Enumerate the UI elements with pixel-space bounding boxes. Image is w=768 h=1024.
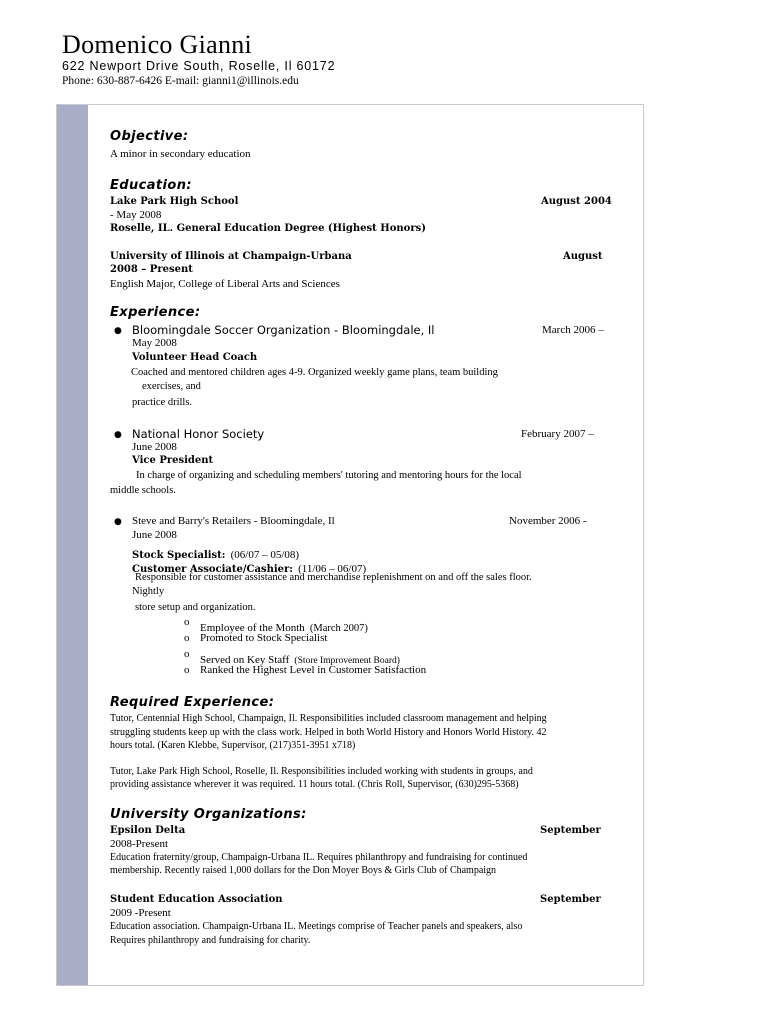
job3-role1-dates: (06/07 – 05/08) [230,549,300,561]
address-line: 622 Newport Drive South, Roselle, Il 60172 [62,59,336,73]
org1-desc-2: membership. Recently raised 1,000 dollars for the Don Moyer Boys & Girls Club of Champaign [110,865,497,876]
resume-name: Domenico Gianni [62,30,253,59]
section-education-title: Education: [110,178,192,193]
sub-bullet-icon: o [184,632,190,644]
org1-date-end: 2008-Present [110,838,169,850]
org1-name: Epsilon Delta [110,825,186,836]
school2-date-start: August [563,251,603,262]
job2-org: National Honor Society [132,427,265,441]
job1-role: Volunteer Head Coach [132,352,258,363]
org2-name: Student Education Association [110,894,283,905]
job2-date-start: February 2007 – [521,428,594,440]
objective-text: A minor in secondary education [110,148,251,160]
school2-name: University of Illinois at Champaign-Urbana [110,251,352,262]
job2-role: Vice President [132,455,214,466]
job1-date-end: May 2008 [132,337,177,349]
school1-date-end: - May 2008 [110,209,162,221]
required-p1-line1: Tutor, Centennial High School, Champaign, Il. Responsibilities included classroom management and helping [110,713,547,724]
job3-org: Steve and Barry's Retailers - Bloomingdale, Il [132,515,335,527]
job2-desc-1: In charge of organizing and scheduling members' tutoring and mentoring hours for the local [136,470,522,481]
contact-line: Phone: 630-887-6426 E-mail: gianni1@illinois.edu [62,75,299,87]
sub-bullet-icon: o [184,648,190,660]
section-university-title: University Organizations: [110,807,307,822]
school1-degree: Roselle, IL. General Education Degree (Highest Honors) [110,223,426,234]
bullet-icon [114,516,122,527]
bullet-glyph: ● [114,430,122,440]
org2-date-start: September [540,894,601,905]
school1-name: Lake Park High School [110,196,239,207]
job1-desc-3: practice drills. [132,397,193,408]
job3-sub-3-text: Served on Key Staff [200,654,290,666]
job3-date-start: November 2006 - [509,515,587,527]
required-p1-line3: hours total. (Karen Klebbe, Supervisor, (217)351-3951 x718) [110,740,356,751]
job3-desc-3: store setup and organization. [135,602,256,613]
school2-detail: English Major, College of Liberal Arts and Sciences [110,278,340,290]
org2-desc-2: Requires philanthropy and fundraising for charity. [110,935,311,946]
required-p2-line2: providing assistance wherever it was required. 11 hours total. (Chris Roll, Supervisor, (630)295-5368) [110,779,519,790]
bullet-icon [114,429,122,440]
sub-bullet-icon: o [184,616,190,628]
job3-role2-dates: (11/06 – 06/07) [298,563,367,575]
org1-desc-1: Education fraternity/group, Champaign-Urbana IL. Requires philanthropy and fundraising for continued [110,852,528,863]
job3-desc-2: Nightly [132,586,165,597]
job3-sub-1-note: (March 2007) [309,623,368,634]
section-required-title: Required Experience: [110,695,275,710]
job3-date-end: June 2008 [132,529,177,541]
job3-sub-2: Promoted to Stock Specialist [200,632,328,644]
required-p2-line1: Tutor, Lake Park High School, Roselle, Il. Responsibilities included working with students in groups, and [110,766,533,777]
org2-date-end: 2009 -Present [110,907,171,919]
job2-date-end: June 2008 [132,441,177,453]
school1-date-start: August 2004 [541,196,612,207]
job3-role1-label: Stock Specialist: [132,550,226,561]
org2-desc-1: Education association. Champaign-Urbana IL. Meetings comprise of Teacher panels and speakers, also [110,921,523,932]
org1-date-start: September [540,825,601,836]
job1-desc-1: Coached and mentored children ages 4-9. Organized weekly game plans, team building [131,367,498,378]
required-p1-line2: struggling students keep up with the class work. Helped in both World History and Honors World History. 42 [110,727,547,738]
job3-sub-1-text: Employee of the Month [200,622,305,634]
sub-bullet-icon: o [184,664,190,676]
school2-date-end: 2008 – Present [110,264,193,275]
job3-role2-label: Customer Associate/Cashier: [132,564,293,575]
bullet-icon [114,325,122,336]
job1-desc-2: exercises, and [142,381,201,392]
job1-org: Bloomingdale Soccer Organization - Bloomingdale, Il [132,323,435,337]
job3-sub-4: Ranked the Highest Level in Customer Satisfaction [200,664,427,676]
section-objective-title: Objective: [110,129,189,144]
job3-sub-3-note: (Store Improvement Board) [294,656,400,666]
sidebar-accent [57,105,88,985]
job1-date-start: March 2006 – [542,324,604,336]
bullet-glyph: ● [114,517,122,527]
bullet-glyph: ● [114,326,122,336]
job3-desc-1: Responsible for customer assistance and merchandise replenishment on and off the sales floor. [135,572,532,583]
job2-desc-2: middle schools. [110,485,176,496]
section-experience-title: Experience: [110,305,201,320]
